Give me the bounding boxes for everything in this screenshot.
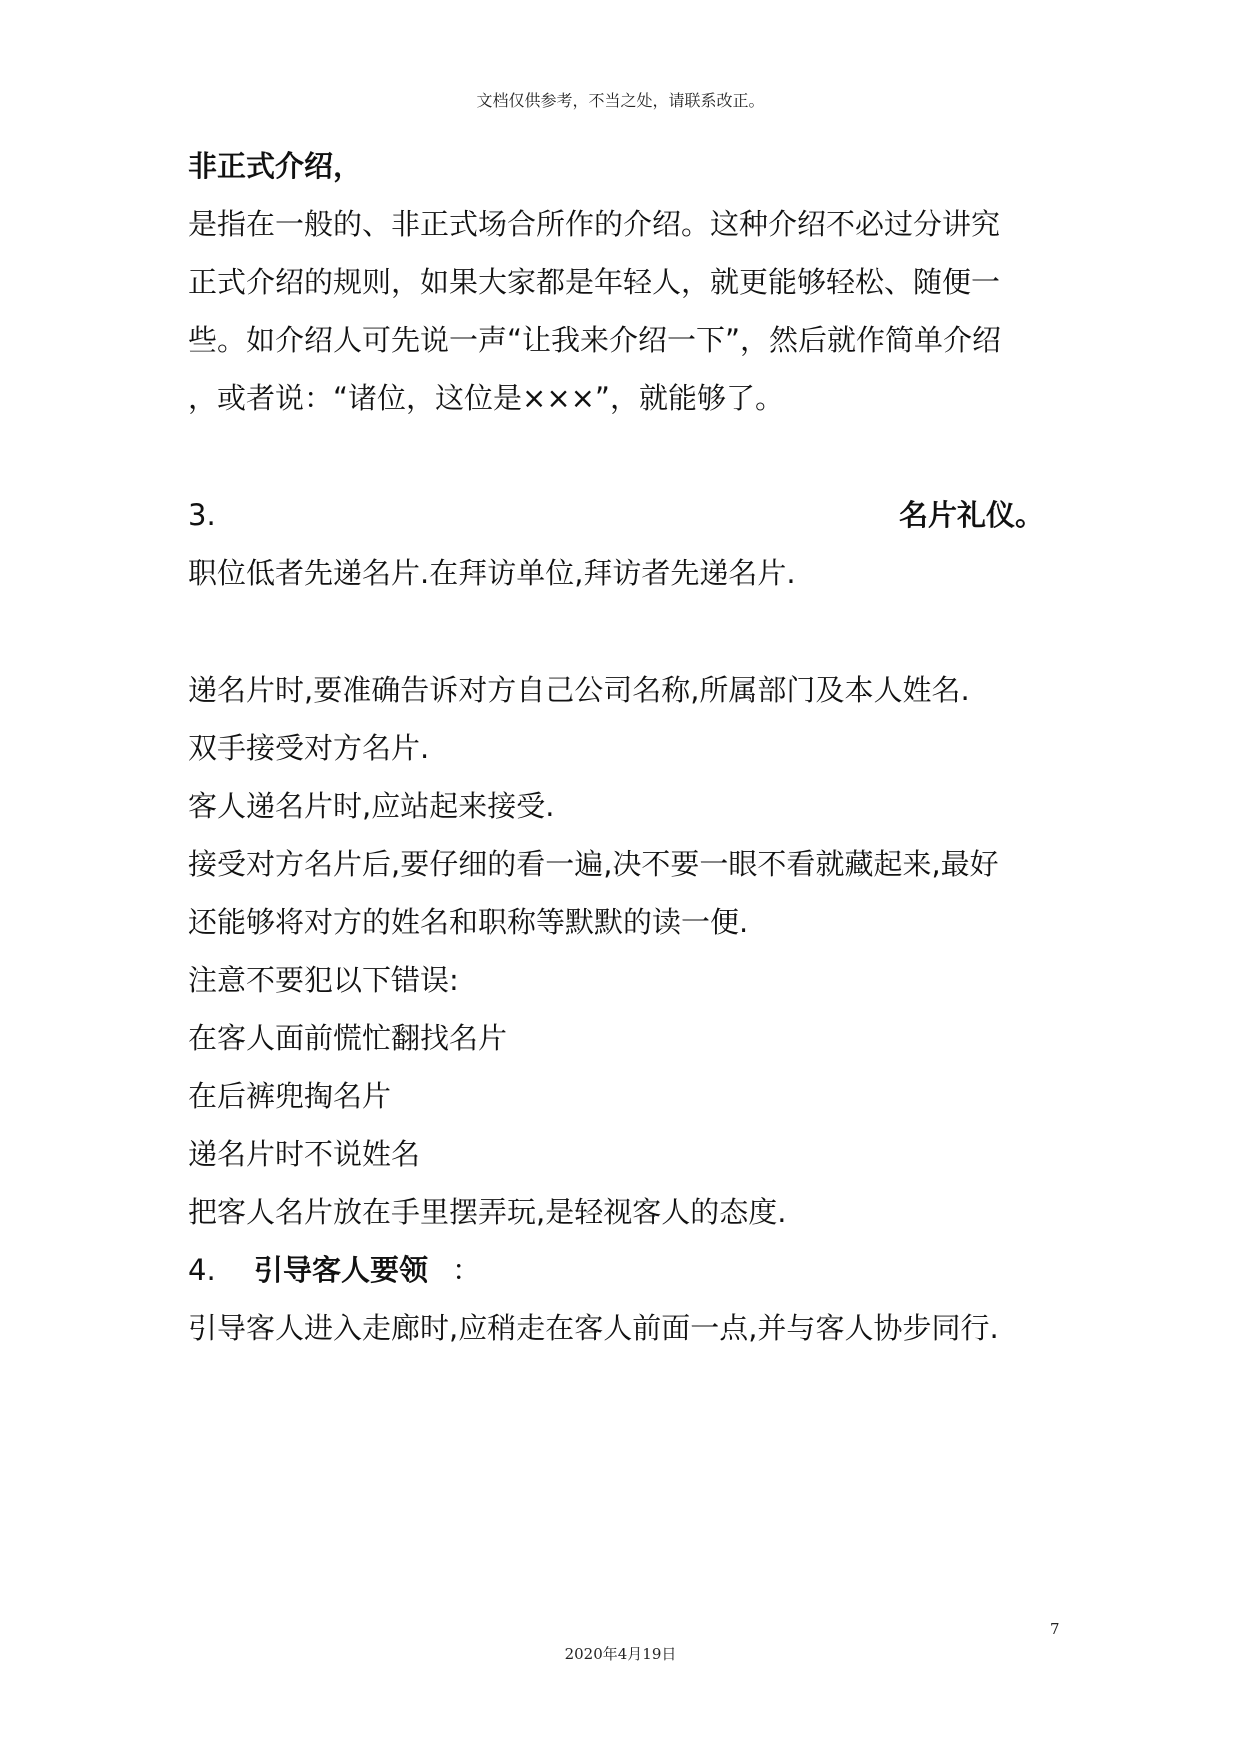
section4-heading xyxy=(188,1250,1044,1290)
paragraph-line: 引导客人进入走廊时,应稍走在客人前面一点,并与客人协步同行. xyxy=(188,1311,999,1345)
paragraph-line: 还能够将对方的姓名和职称等默默的读一便. xyxy=(188,905,749,939)
paragraph-line: 些。如介绍人可先说一声“让我来介绍一下”，然后就作简单介绍 xyxy=(188,323,1002,357)
section4-colon: ： xyxy=(452,1253,482,1287)
paragraph-line: 在客人面前慌忙翻找名片 xyxy=(188,1021,508,1055)
paragraph-line: 客人递名片时,应站起来接受. xyxy=(188,789,555,823)
paragraph-line: 注意不要犯以下错误: xyxy=(188,963,459,997)
section3-heading xyxy=(188,495,1044,535)
paragraph-line: 双手接受对方名片. xyxy=(188,731,430,765)
section3-title: 名片礼仪。 xyxy=(898,498,1044,532)
section4-number: 4. xyxy=(188,1253,216,1287)
page-number: 7 xyxy=(1050,1620,1060,1638)
paragraph-line: 职位低者先递名片.在拜访单位,拜访者先递名片. xyxy=(188,556,796,590)
section4-title: 引导客人要领 xyxy=(254,1253,429,1287)
paragraph-line: 是指在一般的、非正式场合所作的介绍。这种介绍不必过分讲究 xyxy=(188,207,1001,241)
paragraph-line: ，或者说：“诸位，这位是×××”，就能够了。 xyxy=(188,381,784,415)
paragraph-line: 递名片时,要准确告诉对方自己公司名称,所属部门及本人姓名. xyxy=(188,673,970,707)
paragraph-line: 接受对方名片后,要仔细的看一遍,决不要一眼不看就藏起来,最好 xyxy=(188,847,999,881)
header-note: 文档仅供参考，不当之处，请联系改正。 xyxy=(476,91,765,110)
paragraph-line: 正式介绍的规则，如果大家都是年轻人，就更能够轻松、随便一 xyxy=(188,265,1001,299)
paragraph-line: 递名片时不说姓名 xyxy=(188,1137,421,1171)
informal-intro-heading: 非正式介绍， xyxy=(188,149,363,183)
footer-date: 2020年4月19日 xyxy=(564,1645,677,1663)
paragraph-line: 在后裤兜掏名片 xyxy=(188,1079,392,1113)
section3-number: 3. xyxy=(188,498,216,532)
paragraph-line: 把客人名片放在手里摆弄玩,是轻视客人的态度. xyxy=(188,1195,787,1229)
